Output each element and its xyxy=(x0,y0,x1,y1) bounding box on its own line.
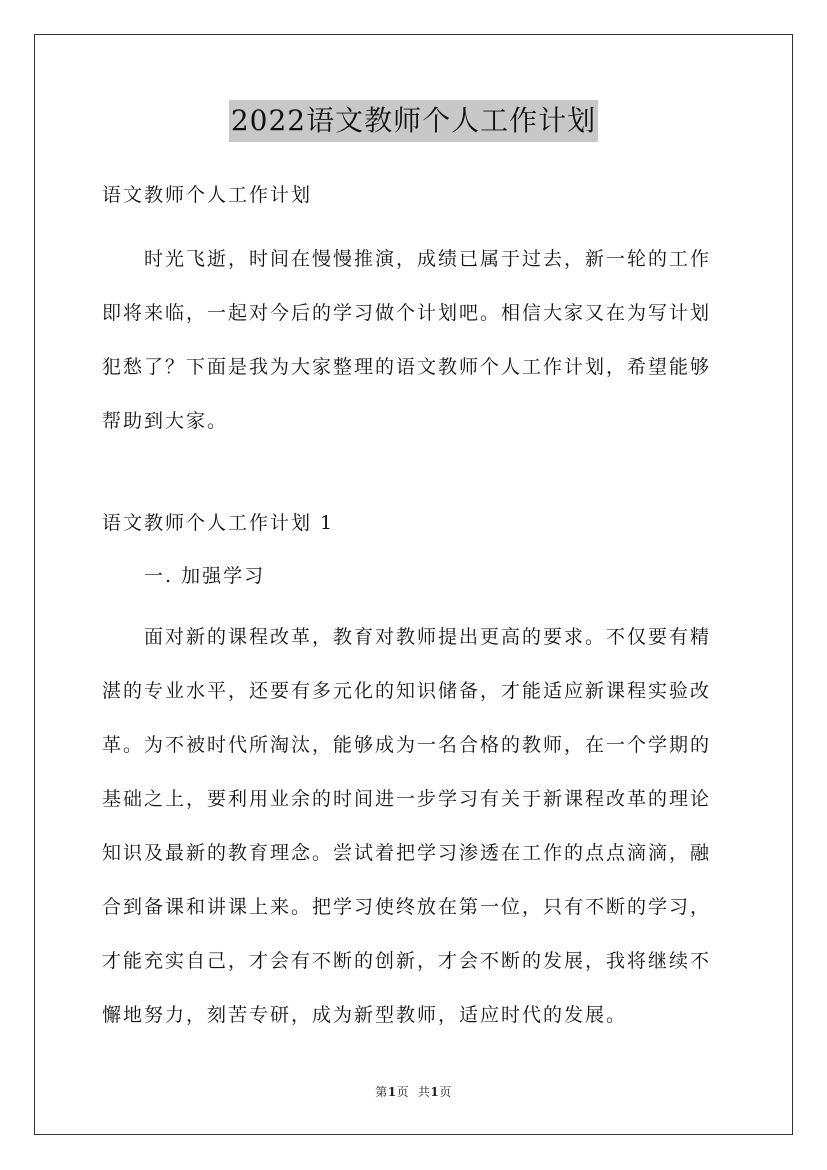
footer-page-prefix: 第 xyxy=(375,1085,388,1099)
document-subtitle: 语文教师个人工作计划 xyxy=(102,184,313,206)
footer-total-prefix: 共 xyxy=(417,1085,431,1099)
section-heading: 语文教师个人工作计划 1 xyxy=(102,512,335,534)
document-title-wrap xyxy=(0,100,827,142)
intro-paragraph: 时光飞逝，时间在慢慢推演，成绩已属于过去，新一轮的工作即将来临，一起对今后的学习做个计划吧。相信大家又在为写计划犯愁了？下面是我为大家整理的语文教师个人工作计划，希望能够帮助到大家。 xyxy=(102,248,712,432)
subheading: 一. 加强学习 xyxy=(144,565,266,587)
footer-total-number: 1 xyxy=(430,1085,440,1099)
page-footer xyxy=(0,1083,827,1100)
body-paragraph: 面对新的课程改革，教育对教师提出更高的要求。不仅要有精湛的专业水平，还要有多元化的知识储备，才能适应新课程实验改革。为不被时代所淘汰，能够成为一名合格的教师，在一个学期的基础之上，要利用业余的时间进一步学习有关于新课程改革的理论知识及最新的教育理念。尝试着把学习渗透在工作的点点滴滴，融合到备课和讲课上来。把学习使终放在第一位，只有不断的学习，才能充实自己，才会有不断的创新，才会不断的发展，我将继续不懈地努力，刻苦专研，成为新型教师，适应时代的发展。 xyxy=(102,626,712,1026)
footer-total-suffix: 页 xyxy=(439,1085,452,1099)
document-title: 2022语文教师个人工作计划 xyxy=(229,100,598,142)
footer-page-number: 1 xyxy=(387,1085,397,1099)
footer-page-suffix: 页 xyxy=(396,1085,410,1099)
